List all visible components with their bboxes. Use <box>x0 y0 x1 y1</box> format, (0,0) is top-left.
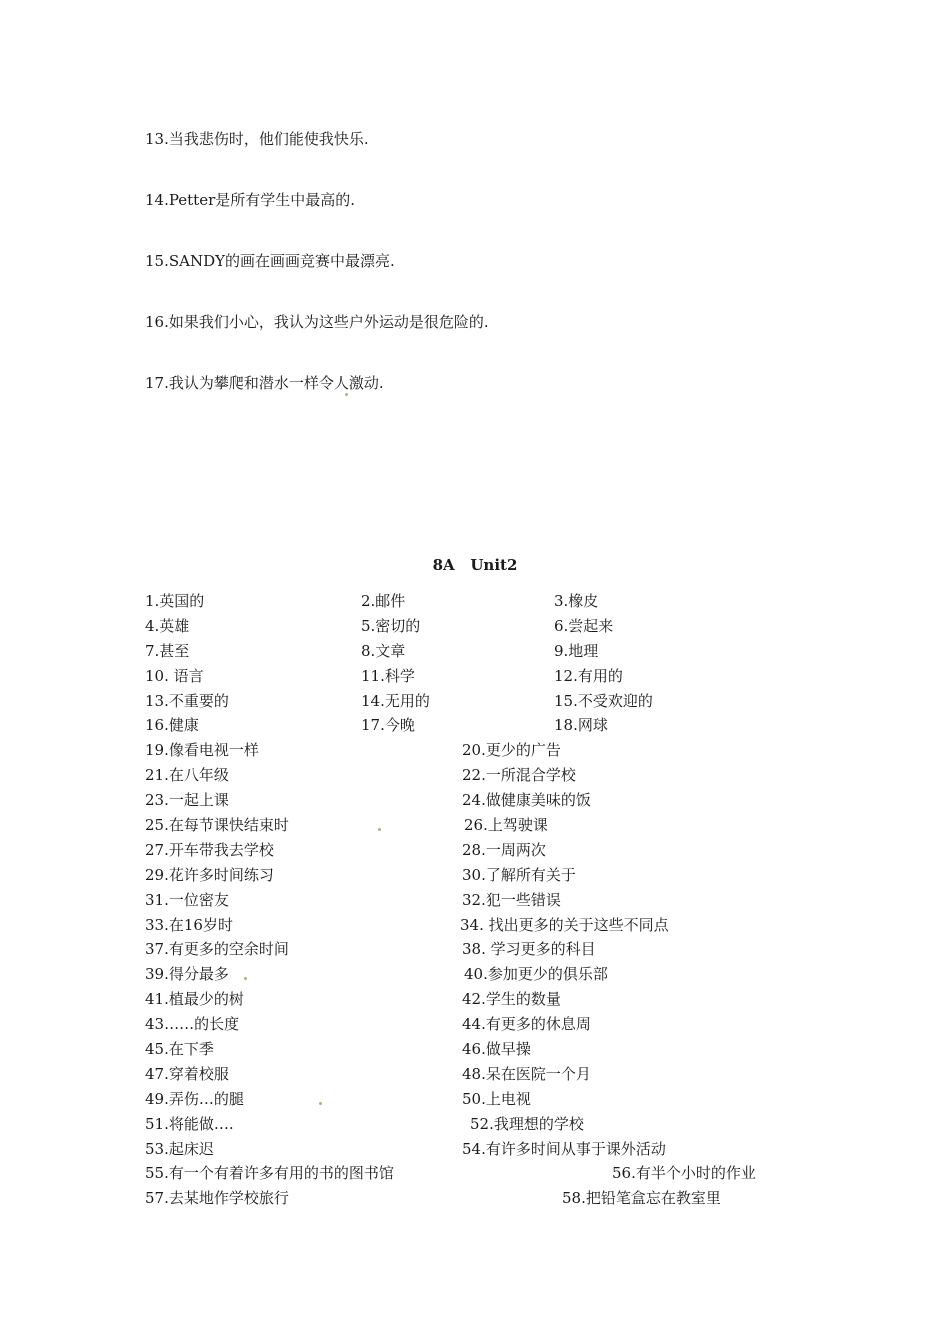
vocab-row <box>0 889 950 914</box>
vocab-row <box>0 665 950 690</box>
vocab-row <box>0 640 950 665</box>
vocab-item: 26.上驾驶课 <box>464 816 548 835</box>
vocab-item: 47.穿着校服 <box>145 1064 229 1083</box>
vocab-item: 6.尝起来 <box>554 616 614 635</box>
vocab-item: 49.弄伤…的腿 <box>145 1089 244 1108</box>
vocab-row <box>0 1063 950 1088</box>
vocab-item: 4.英雄 <box>145 616 190 635</box>
print-speck <box>378 828 381 831</box>
vocab-row <box>0 1088 950 1113</box>
vocab-item: 45.在下季 <box>145 1040 214 1059</box>
vocab-item: 31.一位密友 <box>145 890 229 909</box>
vocab-row <box>0 814 950 839</box>
vocab-item: 16.健康 <box>145 716 199 735</box>
vocab-item: 33.在16岁时 <box>145 915 233 934</box>
vocab-item: 50.上电视 <box>462 1089 531 1108</box>
vocab-item: 58.把铅笔盒忘在教室里 <box>562 1189 721 1208</box>
vocab-row <box>0 914 950 939</box>
sentence-17: 17.我认为攀爬和潜水一样令人激动. <box>145 374 384 392</box>
vocab-item: 41.植最少的树 <box>145 990 244 1009</box>
vocab-item: 28.一周两次 <box>462 840 546 859</box>
vocab-item: 9.地理 <box>554 641 599 660</box>
vocab-row <box>0 1138 950 1163</box>
vocab-item: 10. 语言 <box>145 666 204 685</box>
vocab-item: 3.橡皮 <box>554 592 599 610</box>
vocab-item: 38. 学习更多的科目 <box>462 940 596 959</box>
vocab-item: 32.犯一些错误 <box>462 890 561 909</box>
vocab-row <box>0 764 950 789</box>
sentence-15: 15.SANDY的画在画画竞赛中最漂亮. <box>145 252 395 270</box>
vocab-item: 42.学生的数量 <box>462 990 561 1009</box>
sentence-14: 14.Petter是所有学生中最高的. <box>145 191 356 209</box>
print-speck <box>345 393 348 396</box>
vocab-row <box>0 1113 950 1138</box>
vocab-row <box>0 690 950 715</box>
vocab-item: 51.将能做…. <box>145 1114 234 1133</box>
vocab-item: 2.邮件 <box>361 592 406 610</box>
vocab-row <box>0 1162 950 1187</box>
vocab-row <box>0 839 950 864</box>
vocab-row <box>0 590 950 615</box>
sentence-13: 13.当我悲伤时，他们能使我快乐. <box>145 130 369 148</box>
vocab-item: 52.我理想的学校 <box>470 1114 584 1133</box>
print-speck <box>244 977 247 980</box>
vocab-item: 15.不受欢迎的 <box>554 691 653 710</box>
vocab-item: 13.不重要的 <box>145 691 229 710</box>
vocab-item: 27.开车带我去学校 <box>145 840 274 859</box>
vocab-item: 21.在八年级 <box>145 766 229 785</box>
vocab-item: 43……的长度 <box>145 1015 240 1034</box>
vocab-item: 29.花许多时间练习 <box>145 865 274 884</box>
print-speck <box>319 1102 322 1105</box>
vocab-item: 14.无用的 <box>361 691 430 710</box>
vocab-row <box>0 615 950 640</box>
vocab-item: 55.有一个有着许多有用的书的图书馆 <box>145 1164 394 1183</box>
vocab-row <box>0 938 950 963</box>
vocab-item: 22.一所混合学校 <box>462 766 576 785</box>
vocab-list <box>0 590 950 1212</box>
vocab-item: 48.呆在医院一个月 <box>462 1064 591 1083</box>
vocab-item: 39.得分最多 <box>145 965 229 984</box>
vocab-item: 1.英国的 <box>145 592 205 610</box>
vocab-item: 44.有更多的休息周 <box>462 1015 591 1034</box>
vocab-item: 30.了解所有关于 <box>462 865 576 884</box>
vocab-item: 53.起床迟 <box>145 1139 214 1158</box>
vocab-item: 8.文章 <box>361 641 406 660</box>
vocab-row <box>0 988 950 1013</box>
vocab-item: 12.有用的 <box>554 666 623 685</box>
vocab-item: 25.在每节课快结束时 <box>145 816 289 835</box>
sentence-16: 16.如果我们小心，我认为这些户外运动是很危险的. <box>145 313 489 331</box>
vocab-item: 7.甚至 <box>145 641 190 660</box>
vocab-row <box>0 963 950 988</box>
vocab-row <box>0 789 950 814</box>
vocab-item: 18.网球 <box>554 716 608 735</box>
vocab-item: 20.更少的广告 <box>462 741 561 760</box>
vocab-row <box>0 739 950 764</box>
vocab-row <box>0 1187 950 1212</box>
vocab-item: 5.密切的 <box>361 616 421 635</box>
vocab-item: 11.科学 <box>361 666 415 685</box>
vocab-row <box>0 1038 950 1063</box>
vocab-item: 56.有半个小时的作业 <box>612 1164 756 1183</box>
vocab-item: 23.一起上课 <box>145 791 229 810</box>
vocab-item: 34. 找出更多的关于这些不同点 <box>460 915 669 934</box>
vocab-item: 40.参加更少的俱乐部 <box>464 965 608 984</box>
unit-title: 8A Unit2 <box>432 556 518 574</box>
vocab-item: 46.做早操 <box>462 1040 531 1059</box>
vocab-item: 54.有许多时间从事于课外活动 <box>462 1139 666 1158</box>
vocab-item: 37.有更多的空余时间 <box>145 940 289 959</box>
vocab-item: 17.今晚 <box>361 716 415 735</box>
vocab-item: 19.像看电视一样 <box>145 741 259 760</box>
vocab-item: 24.做健康美味的饭 <box>462 791 591 810</box>
vocab-row <box>0 714 950 739</box>
vocab-row <box>0 1013 950 1038</box>
vocab-row <box>0 864 950 889</box>
vocab-item: 57.去某地作学校旅行 <box>145 1189 289 1208</box>
